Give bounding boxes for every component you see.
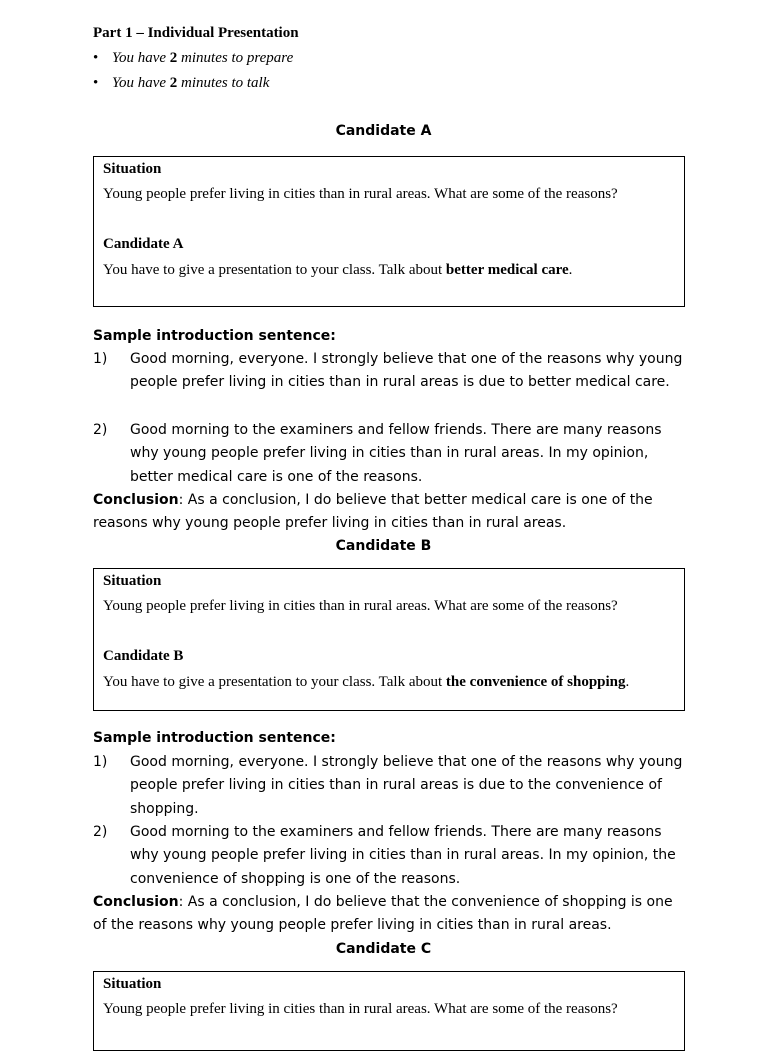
bullet-text: minutes to prepare: [177, 50, 294, 66]
bullet-text: minutes to talk: [177, 75, 270, 91]
conclusion-text: : As a conclusion, I do believe that the convenience of shopping is one of the reasons why young people prefer living in cities than in rural areas.: [93, 894, 673, 934]
bullet-icon: •: [93, 50, 99, 66]
item-text: Good morning to the examiners and fellow friends. There are many reasons why young people prefer living in cities than in rural areas. In my opinion, the convenience of shopping is one of the reasons.: [130, 824, 676, 887]
conclusion: [93, 489, 683, 536]
situation-text: Young people prefer living in cities than in rural areas. What are some of the reasons?: [103, 1001, 618, 1017]
bullet-text: You have: [112, 50, 170, 66]
bullet-number: 2: [169, 75, 178, 91]
bullet-number: 2: [169, 50, 178, 66]
sample-heading: Sample introduction sentence:: [93, 730, 336, 746]
candidate-a-situation-box: [93, 156, 685, 307]
item-text: Good morning, everyone. I strongly believe that one of the reasons why young people prefer living in cities than in rural areas is due to the convenience of shopping.: [130, 754, 683, 817]
item-number: 1): [93, 754, 108, 770]
item-text: Good morning to the examiners and fellow friends. There are many reasons why young people prefer living in cities than in rural areas. In my opinion, better medical care is one of the reasons.: [130, 422, 662, 485]
task-topic: better medical care: [445, 262, 569, 278]
conclusion-label: Conclusion: [93, 894, 179, 910]
candidate-label: Candidate A: [103, 236, 184, 252]
task-text: You have to give a presentation to your class. Talk about better medical care.: [103, 262, 573, 278]
task-topic: the convenience of shopping: [445, 674, 626, 690]
bullet-icon: •: [93, 75, 99, 91]
item-number: 2): [93, 422, 108, 438]
part-title: Part 1 – Individual Presentation: [93, 25, 299, 41]
situation-label: Situation: [103, 976, 162, 992]
sample-heading: Sample introduction sentence:: [93, 328, 336, 344]
item-text: Good morning, everyone. I strongly believe that one of the reasons why young people prefer living in cities than in rural areas is due to better medical care.: [130, 351, 683, 391]
conclusion: [93, 891, 683, 938]
situation-text: Young people prefer living in cities than in rural areas. What are some of the reasons?: [103, 186, 618, 202]
situation-text: Young people prefer living in cities than in rural areas. What are some of the reasons?: [103, 598, 618, 614]
candidate-b-heading: Candidate B: [335, 538, 432, 554]
bullet-text: You have: [112, 75, 170, 91]
situation-label: Situation: [103, 573, 162, 589]
candidate-c-heading: Candidate C: [335, 941, 432, 957]
situation-label: Situation: [103, 161, 162, 177]
item-number: 2): [93, 824, 108, 840]
candidate-b-situation-box: [93, 568, 685, 711]
candidate-label: Candidate B: [103, 648, 184, 664]
candidate-c-situation-box: [93, 971, 685, 1051]
conclusion-label: Conclusion: [93, 492, 179, 508]
item-number: 1): [93, 351, 108, 367]
conclusion-text: : As a conclusion, I do believe that better medical care is one of the reasons why young people prefer living in cities than in rural areas.: [93, 492, 653, 532]
task-text: You have to give a presentation to your class. Talk about the convenience of shopping.: [103, 674, 630, 690]
candidate-a-heading: Candidate A: [335, 123, 432, 139]
